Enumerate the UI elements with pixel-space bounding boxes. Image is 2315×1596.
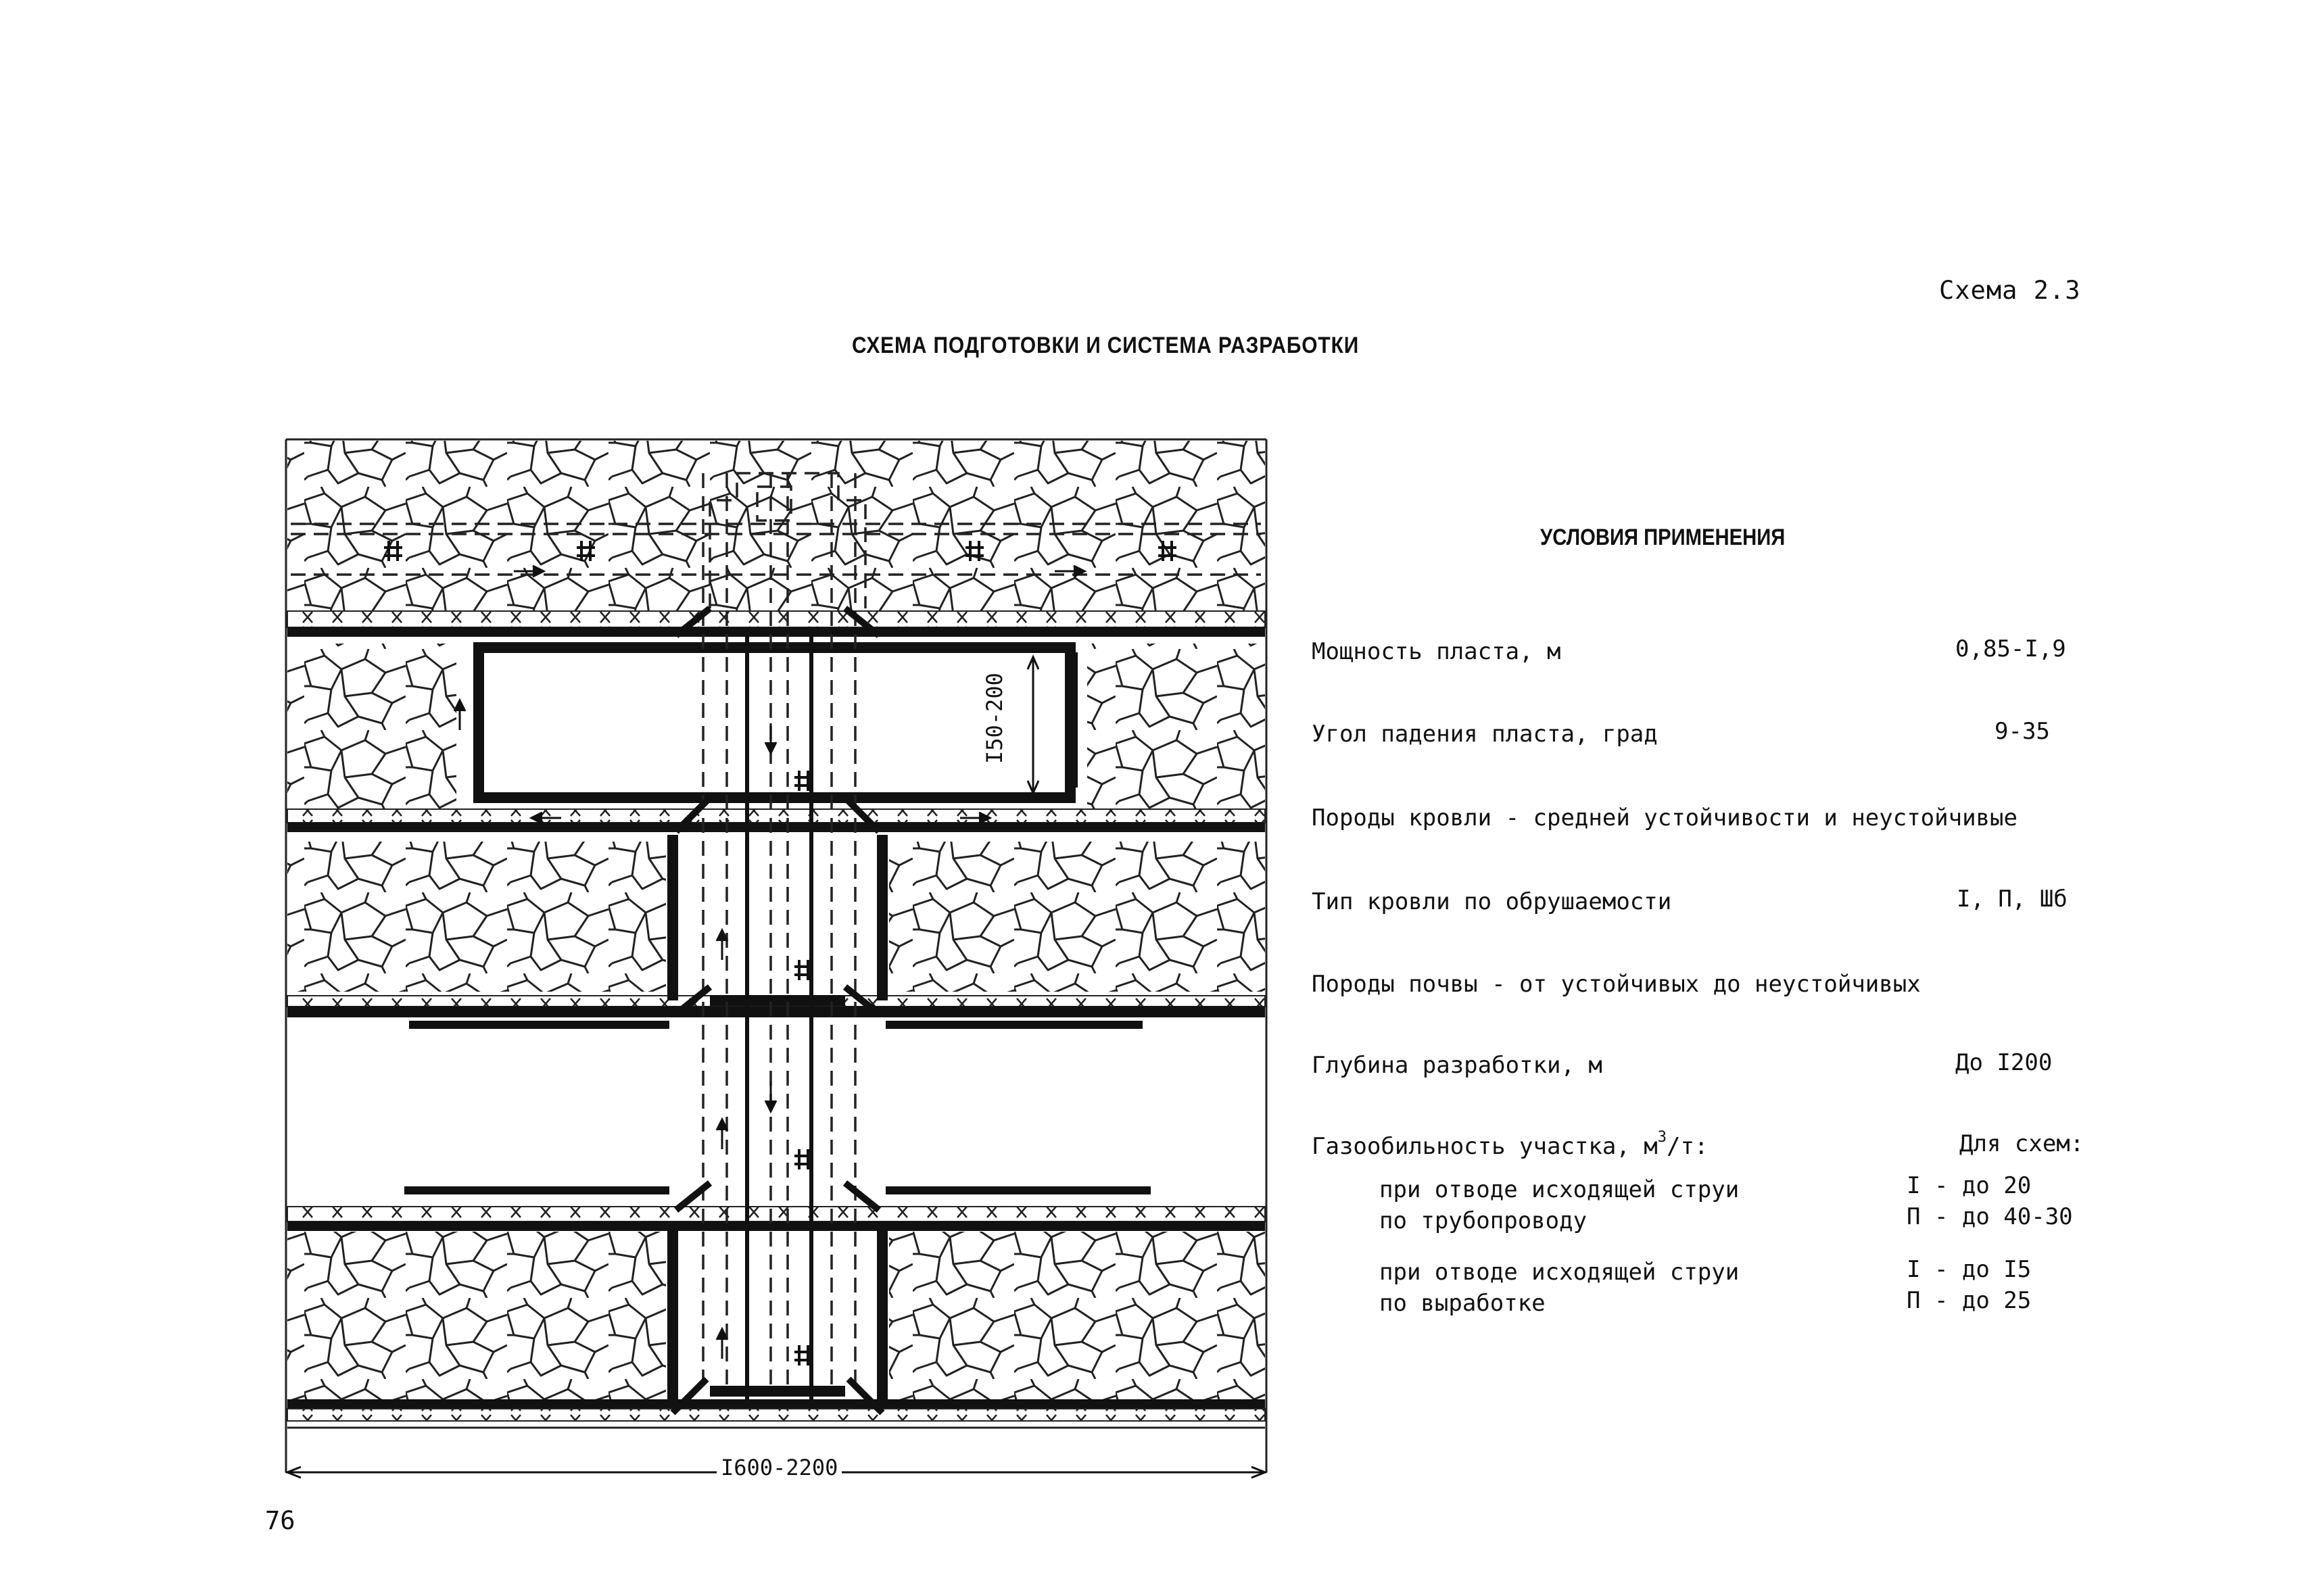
gas-label-sup: 3 (1657, 1129, 1667, 1146)
gas-sub-2-value1: I - до I5 (1907, 1256, 2032, 1283)
condition-label-dip-angle: Угол падения пласта, град (1312, 721, 1658, 748)
gas-sub-2-value2: П - до 25 (1907, 1287, 2032, 1314)
gas-sub-2-line2: по выработке (1379, 1290, 1546, 1317)
gas-schemes-label: Для схем: (1959, 1130, 2084, 1157)
condition-label-depth: Глубина разработки, м (1312, 1052, 1602, 1079)
condition-value-seam-thickness: 0,85-I,9 (1955, 635, 2066, 662)
condition-label-roof-type: Тип кровли по обрушаемости (1312, 888, 1672, 915)
rock-masses (287, 441, 1265, 1399)
gas-label-unit: /т: (1667, 1133, 1709, 1160)
gas-sub-2-line1: при отводе исходящей струи (1379, 1259, 1740, 1286)
condition-value-roof-type: I, П, Шб (1957, 886, 2068, 913)
gas-label-text: Газообильность участка, м (1312, 1133, 1658, 1160)
condition-label-seam-thickness: Мощность пласта, м (1312, 638, 1561, 665)
condition-value-dip-angle: 9-35 (1995, 718, 2050, 745)
conditions-heading: УСЛОВИЯ ПРИМЕНЕНИЯ (1540, 525, 1786, 550)
dim-vertical-label: I50-200 (982, 673, 1007, 764)
dim-vertical (1028, 657, 1039, 793)
condition-label-roof-rocks: Породы кровли - средней устойчивости и неустойчивые (1312, 804, 2018, 831)
page-number: 76 (265, 1506, 295, 1535)
dim-horizontal-label: I600-2200 (717, 1455, 842, 1480)
condition-label-floor-rocks: Породы почвы - от устойчивых до неустойчивых (1312, 971, 1921, 998)
gas-sub-1-value2: П - до 40-30 (1907, 1203, 2073, 1230)
gas-sub-1-line1: при отводе исходящей струи (1379, 1176, 1740, 1203)
gallery-supports (404, 1021, 1151, 1194)
condition-value-depth: До I200 (1955, 1049, 2053, 1076)
gas-sub-1-line2: по трубопроводу (1379, 1207, 1588, 1234)
page-title: СХЕМА ПОДГОТОВКИ И СИСТЕМА РАЗРАБОТКИ (852, 333, 1360, 358)
scheme-number: Схема 2.3 (1939, 276, 2081, 305)
condition-label-gas-content (1312, 1129, 1709, 1160)
gas-sub-1-value1: I - до 20 (1907, 1172, 2032, 1199)
